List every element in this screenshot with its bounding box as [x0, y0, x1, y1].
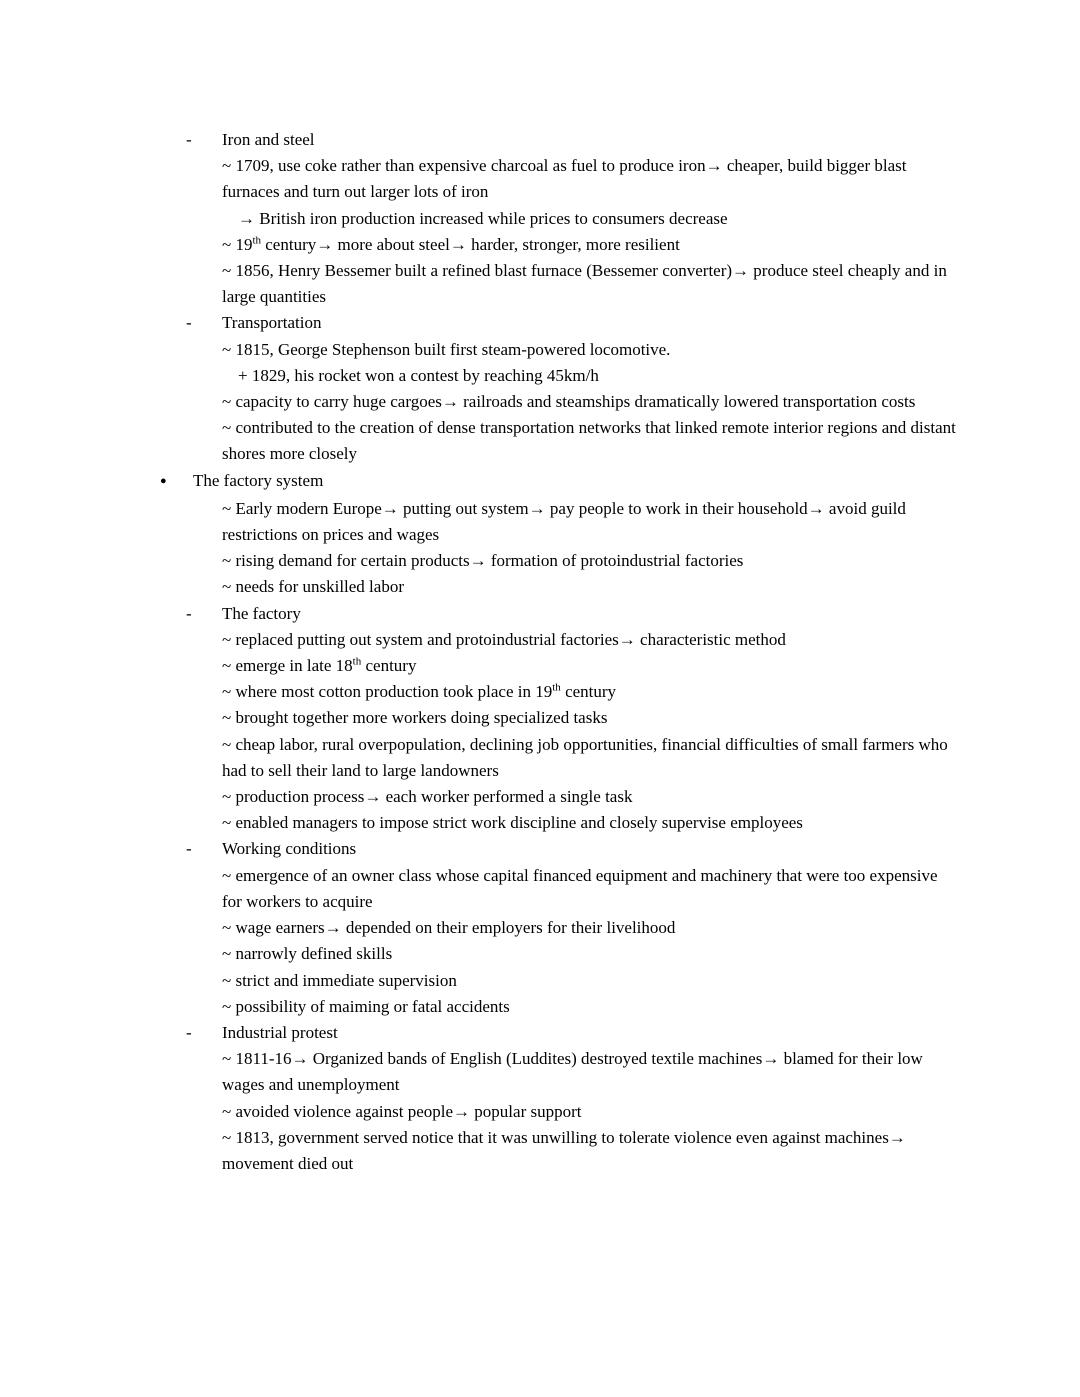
note-line: ~ 19th century→ more about steel→ harder, stronger, more resilient [222, 234, 680, 254]
section-title-text: Transportation [222, 313, 322, 333]
dash-marker: - [186, 130, 192, 149]
note-line: ~ 1709, use coke rather than expensive charcoal as fuel to produce iron→ cheaper, build bigger blast furnaces and turn out larger lots of iron [222, 156, 907, 202]
note-line: ~ 1815, George Stephenson built first steam-powered locomotive. [222, 339, 671, 359]
note-line: ~ wage earners→ depended on their employers for their livelihood [222, 918, 676, 938]
dash-marker: - [186, 603, 192, 623]
note-line: ~ narrowly defined skills [222, 944, 393, 964]
note-line: ~ avoided violence against people→ popular support [222, 1101, 582, 1121]
section-row [0, 1020, 1080, 1046]
note-line: ~ brought together more workers doing specialized tasks [222, 708, 608, 728]
note-line: ~ rising demand for certain products→ formation of protoindustrial factories [222, 551, 744, 571]
section-title-text: The factory system [193, 470, 324, 490]
note-line: ~ 1813, government served notice that it was unwilling to tolerate violence even against machines→ movement died out [222, 1127, 906, 1173]
section-row [0, 127, 1080, 153]
section-row [0, 310, 1080, 336]
note-line: ~ emerge in late 18th century [222, 655, 417, 676]
note-line: → British iron production increased while prices to consumers decrease [238, 208, 728, 228]
section-title-text: The factory [222, 603, 301, 623]
dash-marker: - [186, 313, 192, 333]
note-line: ~ strict and immediate supervision [222, 970, 457, 990]
note-line: ~ Early modern Europe→ putting out system→ pay people to work in their household→ avoid guild restrictions on prices and wages [222, 498, 906, 545]
section-title-text: Working conditions [222, 839, 357, 859]
note-line: ~ 1811-16→ Organized bands of English (Luddites) destroyed textile machines→ blamed for their low wages and unemployment [222, 1049, 923, 1095]
section-row [0, 601, 1080, 627]
note-line: ~ cheap labor, rural overpopulation, declining job opportunities, financial difficulties of small farmers who had to sell their land to large landowners [222, 734, 948, 780]
dash-marker: - [186, 1022, 192, 1042]
note-line: ~ enabled managers to impose strict work discipline and closely supervise employees [222, 813, 803, 833]
note-line: ~ production process→ each worker performed a single task [222, 787, 633, 807]
note-line: ~ 1856, Henry Bessemer built a refined blast furnace (Bessemer converter)→ produce steel cheaply and in large quantities [222, 261, 947, 307]
dash-marker: - [186, 839, 192, 859]
note-line: + 1829, his rocket won a contest by reaching 45km/h [238, 365, 599, 385]
note-line: ~ emergence of an owner class whose capital financed equipment and machinery that were too expensive for workers to acquire [222, 865, 938, 911]
bullet-marker: ● [160, 474, 167, 487]
section-title-text: Iron and steel [222, 130, 315, 149]
section-row [0, 836, 1080, 862]
section-title-text: Industrial protest [222, 1022, 338, 1042]
note-line: ~ possibility of maiming or fatal accidents [222, 996, 510, 1016]
note-line: ~ where most cotton production took place in 19th century [222, 681, 617, 702]
section-row [0, 468, 1080, 496]
note-line: ~ needs for unskilled labor [222, 577, 404, 597]
note-line: ~ capacity to carry huge cargoes→ railroads and steamships dramatically lowered transportation costs [222, 392, 916, 412]
note-line: ~ replaced putting out system and protoindustrial factories→ characteristic method [222, 629, 786, 649]
note-line: ~ contributed to the creation of dense transportation networks that linked remote interior regions and distant shores more closely [222, 418, 956, 464]
